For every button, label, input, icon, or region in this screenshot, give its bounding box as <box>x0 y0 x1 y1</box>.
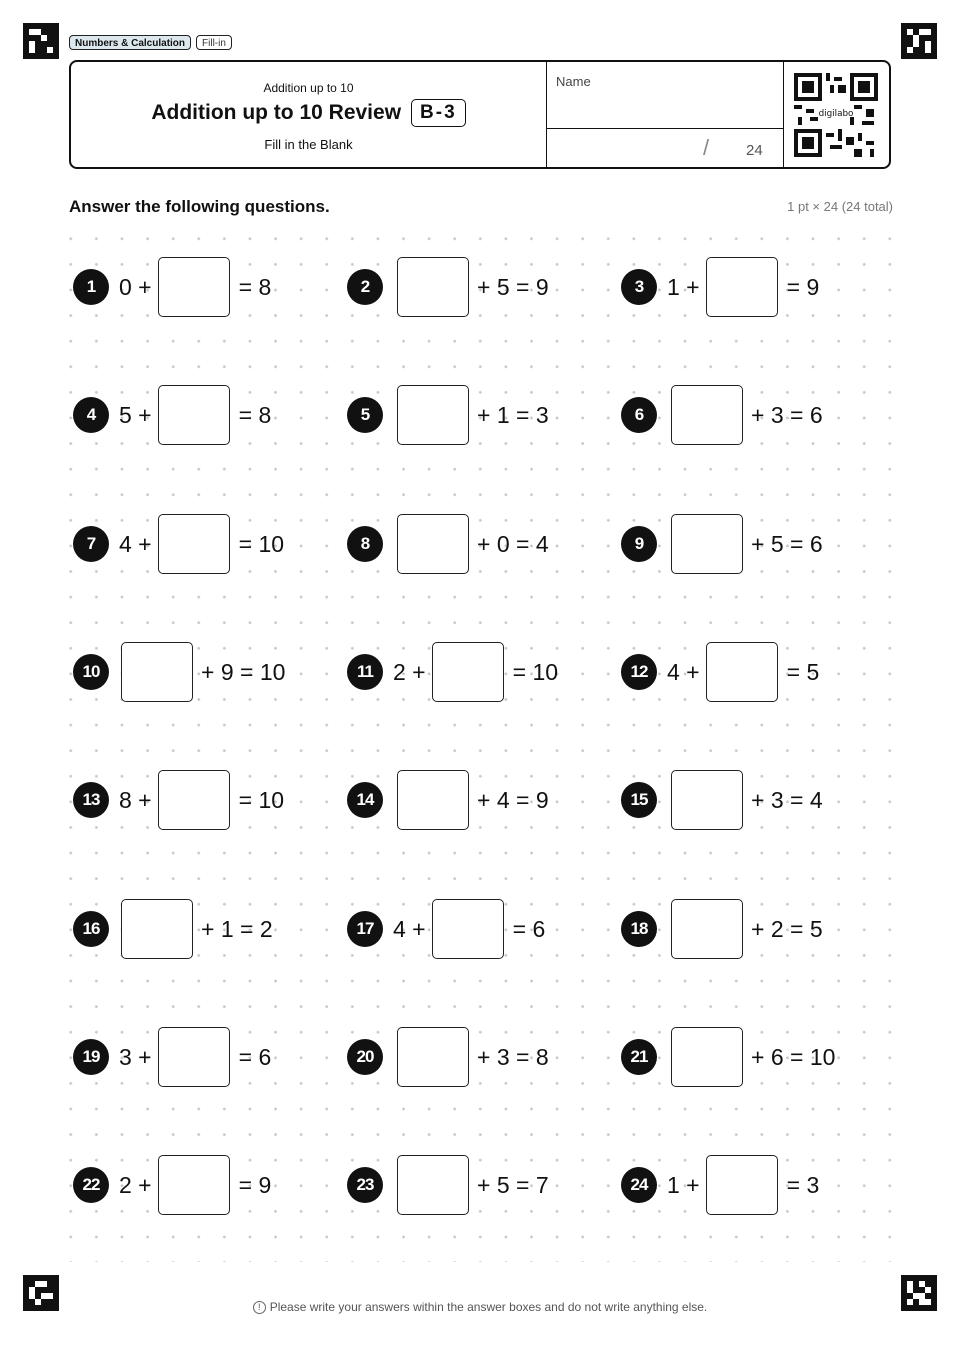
qr-code-icon <box>794 73 878 157</box>
answer-box[interactable] <box>158 1155 230 1215</box>
problem-item <box>347 769 617 831</box>
problem-item <box>621 1154 891 1216</box>
problem-number: 9 <box>621 526 657 562</box>
name-label: Name <box>556 74 591 89</box>
expression-right: = 9 <box>238 1171 272 1198</box>
problem-item <box>73 641 343 703</box>
points-info: 1 pt × 24 (24 total) <box>787 199 893 214</box>
problem-item <box>621 256 891 318</box>
expression-left: 0 + <box>119 273 152 300</box>
expression-left: 4 + <box>667 658 700 685</box>
worksheet-header <box>69 60 891 169</box>
answer-box[interactable] <box>671 899 743 959</box>
problem-item <box>621 513 891 575</box>
answer-box[interactable] <box>158 385 230 445</box>
expression-right: = 9 <box>786 273 820 300</box>
expression-right: = 6 <box>512 915 546 942</box>
expression-left: 4 + <box>119 530 152 557</box>
answer-box[interactable] <box>158 257 230 317</box>
problem-number: 7 <box>73 526 109 562</box>
alignment-marker-top-left <box>23 23 59 59</box>
problem-item <box>347 513 617 575</box>
answer-box[interactable] <box>706 1155 778 1215</box>
name-score-area <box>546 62 784 167</box>
footer-text: Please write your answers within the answer boxes and do not write anything else. <box>269 1300 708 1314</box>
problem-number: 15 <box>621 782 657 818</box>
problem-number: 21 <box>621 1039 657 1075</box>
answer-box[interactable] <box>121 899 193 959</box>
expression-right: = 6 <box>238 1043 272 1070</box>
answer-box[interactable] <box>397 770 469 830</box>
problem-number: 17 <box>347 911 383 947</box>
expression-right: + 9 = 10 <box>201 658 286 685</box>
score-total: 24 <box>746 142 763 159</box>
problem-item <box>73 513 343 575</box>
problem-number: 13 <box>73 782 109 818</box>
title-area <box>71 62 546 167</box>
problem-item <box>347 641 617 703</box>
problem-item <box>73 1154 343 1216</box>
answer-box[interactable] <box>158 514 230 574</box>
expression-right: + 3 = 8 <box>477 1043 549 1070</box>
mode-label: Fill in the Blank <box>264 137 353 152</box>
answer-box[interactable] <box>397 385 469 445</box>
answer-box[interactable] <box>671 514 743 574</box>
problem-number: 24 <box>621 1167 657 1203</box>
problem-item <box>347 1154 617 1216</box>
expression-right: + 3 = 6 <box>751 401 823 428</box>
problem-number: 8 <box>347 526 383 562</box>
expression-right: + 3 = 4 <box>751 786 823 813</box>
expression-left: 4 + <box>393 915 426 942</box>
expression-right: + 5 = 7 <box>477 1171 549 1198</box>
expression-right: + 4 = 9 <box>477 786 549 813</box>
expression-right: = 10 <box>238 786 285 813</box>
problem-item <box>73 1026 343 1088</box>
alignment-marker-top-right <box>901 23 937 59</box>
info-icon: ! <box>253 1301 266 1314</box>
problem-item <box>621 898 891 960</box>
problem-number: 14 <box>347 782 383 818</box>
qr-label: digilabo <box>818 109 854 120</box>
problem-item <box>621 1026 891 1088</box>
expression-right: = 3 <box>786 1171 820 1198</box>
answer-box[interactable] <box>671 1027 743 1087</box>
answer-box[interactable] <box>397 514 469 574</box>
problem-number: 2 <box>347 269 383 305</box>
answer-box[interactable] <box>432 642 504 702</box>
problem-item <box>621 384 891 446</box>
problem-item <box>347 1026 617 1088</box>
problem-number: 4 <box>73 397 109 433</box>
problem-number: 20 <box>347 1039 383 1075</box>
answer-box[interactable] <box>158 1027 230 1087</box>
problem-number: 22 <box>73 1167 109 1203</box>
problem-item <box>621 641 891 703</box>
topic-label: Addition up to 10 <box>263 81 354 95</box>
problem-item <box>347 256 617 318</box>
expression-right: = 10 <box>512 658 559 685</box>
problem-number: 11 <box>347 654 383 690</box>
expression-right: = 10 <box>238 530 285 557</box>
expression-left: 2 + <box>393 658 426 685</box>
problem-number: 3 <box>621 269 657 305</box>
tag-list <box>69 35 232 50</box>
page-margin-right <box>900 0 960 1358</box>
problem-item <box>347 384 617 446</box>
worksheet-code-badge: B-3 <box>411 99 466 127</box>
problem-item <box>621 769 891 831</box>
expression-right: + 1 = 2 <box>201 915 273 942</box>
page-margin-left <box>0 0 60 1358</box>
problem-item <box>73 898 343 960</box>
problem-item <box>347 898 617 960</box>
expression-left: 1 + <box>667 273 700 300</box>
answer-box[interactable] <box>158 770 230 830</box>
expression-left: 1 + <box>667 1171 700 1198</box>
answer-box[interactable] <box>432 899 504 959</box>
expression-right: = 8 <box>238 273 272 300</box>
score-slash: / <box>703 135 710 160</box>
type-tag: Fill-in <box>196 35 232 50</box>
answer-box[interactable] <box>671 385 743 445</box>
expression-right: + 5 = 6 <box>751 530 823 557</box>
problem-number: 16 <box>73 911 109 947</box>
problem-item <box>73 769 343 831</box>
answer-box[interactable] <box>397 1155 469 1215</box>
problem-number: 6 <box>621 397 657 433</box>
problem-number: 1 <box>73 269 109 305</box>
problem-number: 10 <box>73 654 109 690</box>
worksheet-title: Addition up to 10 Review <box>151 101 402 124</box>
answer-box[interactable] <box>671 770 743 830</box>
problem-number: 23 <box>347 1167 383 1203</box>
category-tag: Numbers & Calculation <box>69 35 191 50</box>
expression-left: 8 + <box>119 786 152 813</box>
expression-right: + 0 = 4 <box>477 530 549 557</box>
instructions: Answer the following questions. <box>69 197 330 216</box>
problem-item <box>73 384 343 446</box>
expression-right: + 2 = 5 <box>751 915 823 942</box>
answer-box[interactable] <box>121 642 193 702</box>
expression-right: = 8 <box>238 401 272 428</box>
expression-right: + 6 = 10 <box>751 1043 836 1070</box>
expression-left: 5 + <box>119 401 152 428</box>
problem-item <box>73 256 343 318</box>
answer-box[interactable] <box>397 1027 469 1087</box>
problem-number: 5 <box>347 397 383 433</box>
title-row <box>71 99 546 127</box>
footer-note <box>0 1300 960 1314</box>
qr-area <box>782 62 889 167</box>
name-divider <box>547 128 783 129</box>
expression-right: + 5 = 9 <box>477 273 549 300</box>
answer-box[interactable] <box>397 257 469 317</box>
expression-left: 3 + <box>119 1043 152 1070</box>
expression-right: + 1 = 3 <box>477 401 549 428</box>
problem-number: 18 <box>621 911 657 947</box>
expression-right: = 5 <box>786 658 820 685</box>
expression-left: 2 + <box>119 1171 152 1198</box>
answer-box[interactable] <box>706 257 778 317</box>
problem-number: 19 <box>73 1039 109 1075</box>
answer-box[interactable] <box>706 642 778 702</box>
problem-number: 12 <box>621 654 657 690</box>
